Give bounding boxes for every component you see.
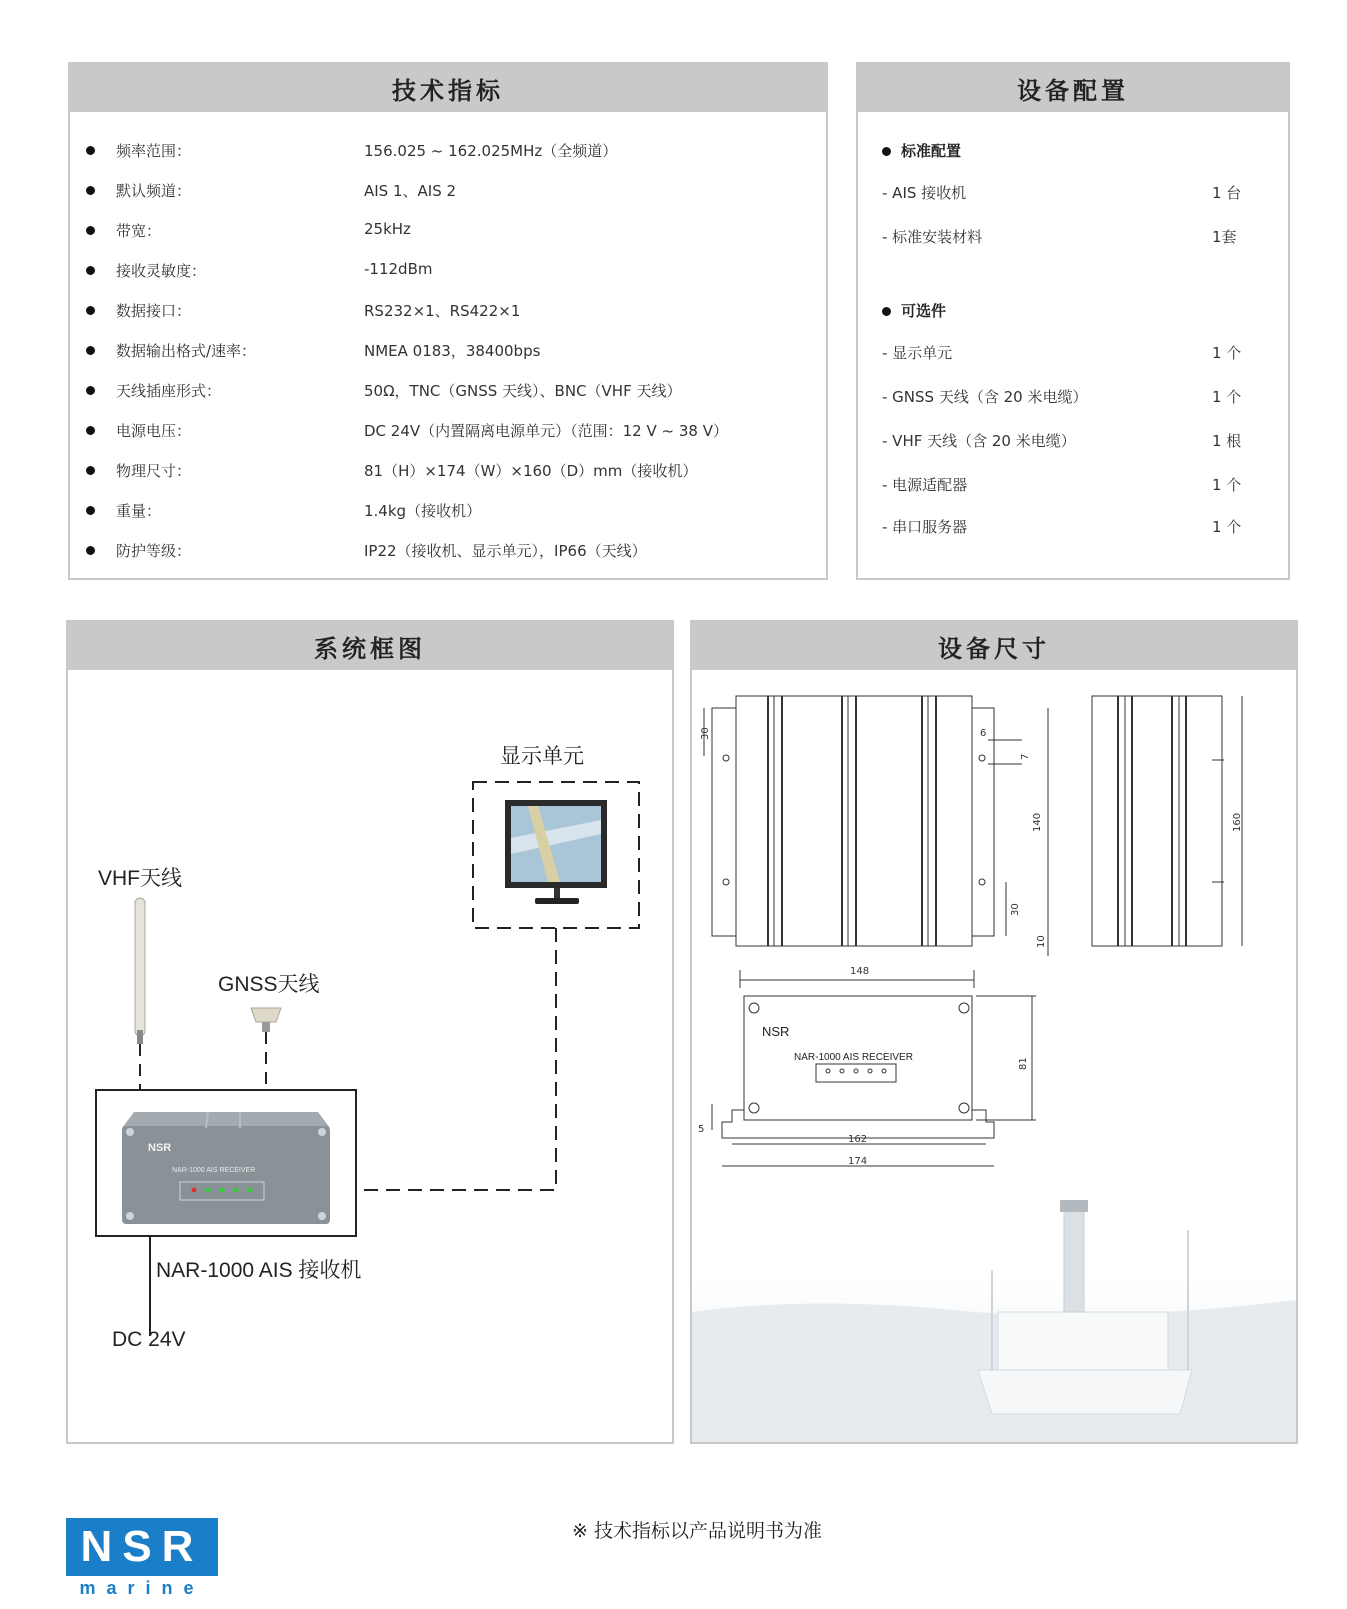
- logo-sub: marine: [79, 1578, 205, 1598]
- spec-value: IP22（接收机、显示单元），IP66（天线）: [364, 542, 647, 560]
- spec-label: 天线插座形式：: [116, 382, 222, 400]
- dim-5: 5: [698, 1124, 705, 1135]
- display-cable-line: [358, 928, 556, 1190]
- spec-row: [70, 140, 826, 164]
- dim-7: 7: [1020, 753, 1031, 760]
- config-item: - 显示单元 1 个: [882, 344, 1242, 362]
- device-brand-text: NSR: [148, 1142, 172, 1154]
- spec-row: [70, 300, 826, 324]
- vhf-antenna-label: VHF天线: [98, 867, 182, 890]
- footer-note: ※ 技术指标以产品说明书为准: [572, 1520, 822, 1542]
- config-item: - GNSS 天线（含 20 米电缆） 1 个: [882, 388, 1242, 406]
- spec-value: 1.4kg（接收机）: [364, 502, 482, 520]
- vhf-antenna-icon: [135, 898, 145, 1044]
- config-item: - 串口服务器 1 个: [882, 518, 1242, 536]
- dim-162: 162: [848, 1134, 868, 1145]
- config-item: - 电源适配器 1 个: [882, 476, 1242, 494]
- spec-value: -112dBm: [364, 260, 433, 278]
- spec-row: [70, 180, 826, 204]
- spec-label: 重量：: [116, 502, 162, 520]
- bullet-icon: [86, 186, 95, 195]
- dim-148: 148: [850, 966, 870, 977]
- bullet-icon: [86, 426, 95, 435]
- bullet-icon: [882, 147, 891, 156]
- spec-value: DC 24V（内置隔离电源单元）（范围：12 V ~ 38 V）: [364, 422, 728, 440]
- spec-row: [70, 380, 826, 404]
- spec-label: 数据接口：: [116, 302, 192, 320]
- spec-row: [70, 500, 826, 524]
- logo-main: NSR: [66, 1518, 218, 1576]
- specs-title: 技术指标: [70, 64, 826, 112]
- display-unit-label: 显示单元: [500, 745, 584, 768]
- spec-label: 默认频道：: [116, 182, 192, 200]
- dim-81: 81: [1018, 1057, 1029, 1070]
- dim-10: 10: [1036, 935, 1047, 948]
- dimension-drawing: [692, 670, 1296, 1442]
- system-diagram: [68, 670, 672, 1442]
- config-item: - VHF 天线（含 20 米电缆） 1 根: [882, 432, 1242, 450]
- spec-label: 防护等级：: [116, 542, 192, 560]
- bullet-icon: [86, 306, 95, 315]
- receiver-label: NAR-1000 AIS 接收机: [156, 1259, 362, 1282]
- optional-config-heading: 可选件: [882, 300, 946, 321]
- spec-label: 接收灵敏度：: [116, 262, 207, 280]
- spec-value: 156.025 ~ 162.025MHz（全频道）: [364, 142, 618, 160]
- spec-label: 电源电压：: [116, 422, 192, 440]
- bullet-icon: [86, 386, 95, 395]
- dim-30-bottom: 30: [1010, 903, 1021, 916]
- spec-row: [70, 340, 826, 364]
- dim-174: 174: [848, 1156, 868, 1167]
- top-view-drawing: [704, 696, 1048, 956]
- config-item: - AIS 接收机 1 台: [882, 184, 1242, 202]
- front-view-drawing: [712, 970, 1036, 1166]
- dim-160: 160: [1232, 812, 1243, 832]
- bullet-icon: [86, 146, 95, 155]
- front-brand-text: NSR: [762, 1024, 790, 1039]
- spec-row: [70, 420, 826, 444]
- bullet-icon: [86, 346, 95, 355]
- config-item: - 标准安装材料 1套: [882, 228, 1237, 246]
- spec-value: 50Ω，TNC（GNSS 天线）、BNC（VHF 天线）: [364, 382, 682, 400]
- gnss-antenna-icon: [251, 1008, 281, 1032]
- bullet-icon: [86, 266, 95, 275]
- dim-30-top: 30: [700, 727, 711, 740]
- spec-label: 带宽：: [116, 222, 162, 240]
- spec-value: AIS 1、AIS 2: [364, 182, 457, 200]
- spec-value: RS232×1、RS422×1: [364, 302, 521, 320]
- spec-value: NMEA 0183，38400bps: [364, 342, 541, 360]
- specs-panel: [68, 62, 828, 580]
- spec-row: [70, 460, 826, 484]
- dimensions-panel: [690, 620, 1298, 1444]
- spec-row: [70, 540, 826, 564]
- spec-label: 物理尺寸：: [116, 462, 192, 480]
- spec-row: [70, 260, 826, 284]
- system-diagram-panel: [66, 620, 674, 1444]
- spec-label: 数据输出格式/速率：: [116, 342, 257, 360]
- dimensions-title: 设备尺寸: [692, 622, 1296, 670]
- standard-config-heading: 标准配置: [882, 140, 961, 161]
- config-panel: [856, 62, 1290, 580]
- dim-6: 6: [980, 728, 987, 739]
- bullet-icon: [86, 546, 95, 555]
- bullet-icon: [882, 307, 891, 316]
- front-model-text: NAR-1000 AIS RECEIVER: [794, 1052, 913, 1063]
- spec-row: [70, 220, 826, 244]
- power-label: DC 24V: [112, 1328, 186, 1351]
- config-title: 设备配置: [858, 64, 1288, 112]
- dim-140: 140: [1032, 812, 1043, 832]
- gnss-antenna-label: GNSS天线: [218, 973, 320, 996]
- diagram-title: 系统框图: [68, 622, 672, 670]
- ship-background-image: [692, 1200, 1296, 1442]
- bullet-icon: [86, 466, 95, 475]
- nsr-marine-logo: [66, 1518, 218, 1600]
- spec-value: 81（H）×174（W）×160（D）mm（接收机）: [364, 462, 698, 480]
- bullet-icon: [86, 226, 95, 235]
- bullet-icon: [86, 506, 95, 515]
- device-model-text: NAR-1000 AIS RECEIVER: [172, 1167, 256, 1174]
- spec-value: 25kHz: [364, 220, 411, 238]
- monitor-icon: [505, 800, 607, 904]
- side-view-drawing: [1092, 696, 1242, 946]
- receiver-device-image: [122, 1112, 330, 1224]
- spec-label: 频率范围：: [116, 142, 192, 160]
